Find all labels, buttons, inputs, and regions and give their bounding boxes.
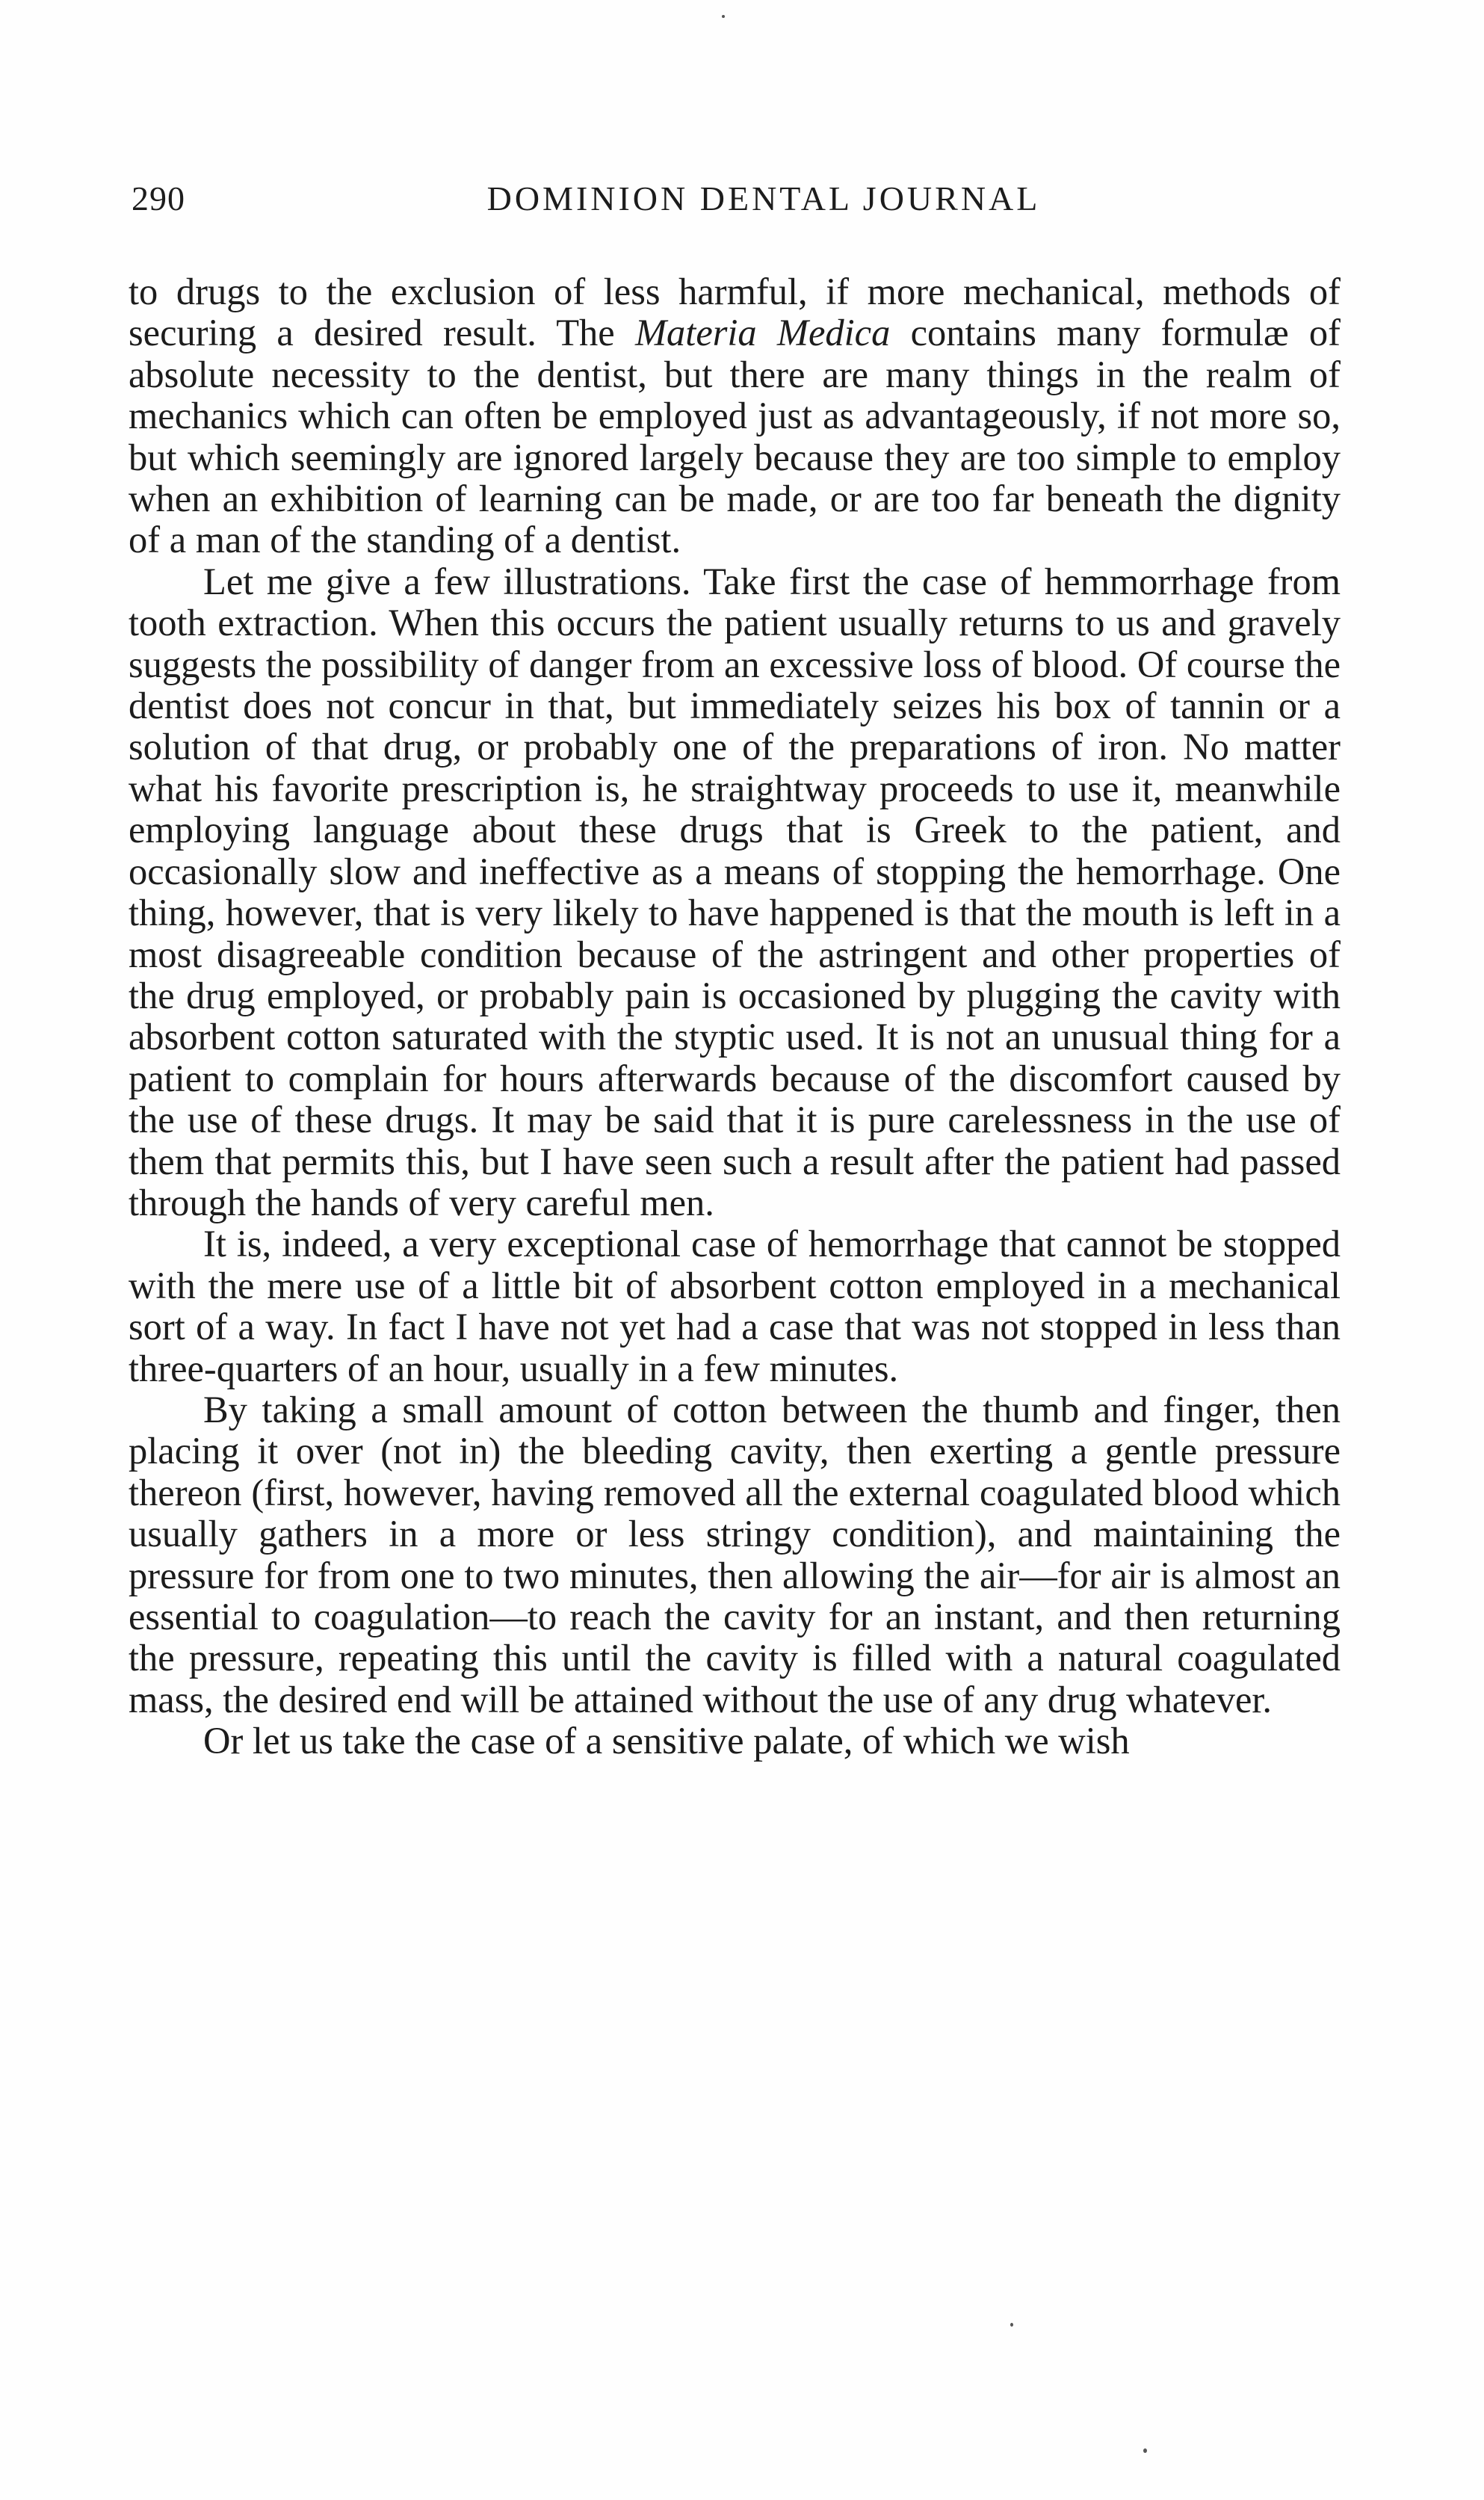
page-number: 290 (132, 179, 185, 217)
running-header (132, 176, 1336, 229)
paper-speck (722, 15, 725, 18)
paragraph-cotton-method: By taking a small amount of cotton between the thumb and finger, then placing it over (not in) the bleeding cavity, then exerting a gentle pressure thereon (first, however, having removed all the external coagulated blood which usually gathers in a more or less stringy condition), and maintaining the pressure for from one to two minutes, then allowing the air—for air is almost an essential to coagulation—to reach the cavity for an instant, and then returning the pressure, repeating this until the cavity is filled with a natural coagulated mass, the desired end will be attained without the use of any drug whatever. (129, 1388, 1341, 1720)
materia-medica-italic: Materia Medica (634, 312, 891, 354)
paragraph-text: contains many formulæ of absolute necessity to the dentist, but there are many things in the realm of mechanics which can often be employed just as advantageously, if not more so, but which seemingly are ignored largely because they are too simple to employ when an exhibition of learning can be made, or are too far beneath the dignity of a man of the standing of a dentist. (129, 312, 1341, 561)
journal-title: DOMINION DENTAL JOURNAL (486, 179, 1041, 217)
paper-speck (1143, 2448, 1147, 2453)
paragraph-continuation (129, 271, 1341, 561)
paragraph-text: to drugs to the exclusion of less harmful, if more mechanical, methods of securing a desired result. The (129, 271, 1341, 354)
paper-speck (1010, 2323, 1013, 2327)
paragraph-hemorrhage-illustration: Let me give a few illustrations. Take first the case of hemmorrhage from tooth extraction. When this occurs the patient usually returns to us and gravely suggests the possibility of danger from an excessive loss of blood. Of course the dentist does not concur in that, but immediately seizes his box of tannin or a solution of that drug, or probably one of the preparations of iron. No matter what his favorite prescription is, he straightway proceeds to use it, meanwhile employing language about these drugs that is Greek to the patient, and occasionally slow and ineffective as a means of stopping the hemorrhage. One thing, however, that is very likely to have happened is that the mouth is left in a most disagreeable condition because of the astringent and other properties of the drug employed, or probably pain is occasioned by plugging the cavity with absorbent cotton saturated with the styptic used. It is not an unusual thing for a patient to complain for hours afterwards because of the discomfort caused by the use of these drugs. It may be said that it is pure carelessness in the use of them that permits this, but I have seen such a result after the patient had passed through the hands of very careful men. (129, 560, 1341, 1223)
paragraph-sensitive-palate: Or let us take the case of a sensitive palate, of which we wish (203, 1720, 1130, 1762)
paragraph-exceptional-case: It is, indeed, a very exceptional case of hemorrhage that cannot be stopped with the mere use of a little bit of absorbent cotton employed in a mechanical sort of a way. In fact I have not yet had a case that was not stopped in less than three-quarters of an hour, usually in a few minutes. (129, 1223, 1341, 1389)
article-body (129, 271, 1341, 1762)
